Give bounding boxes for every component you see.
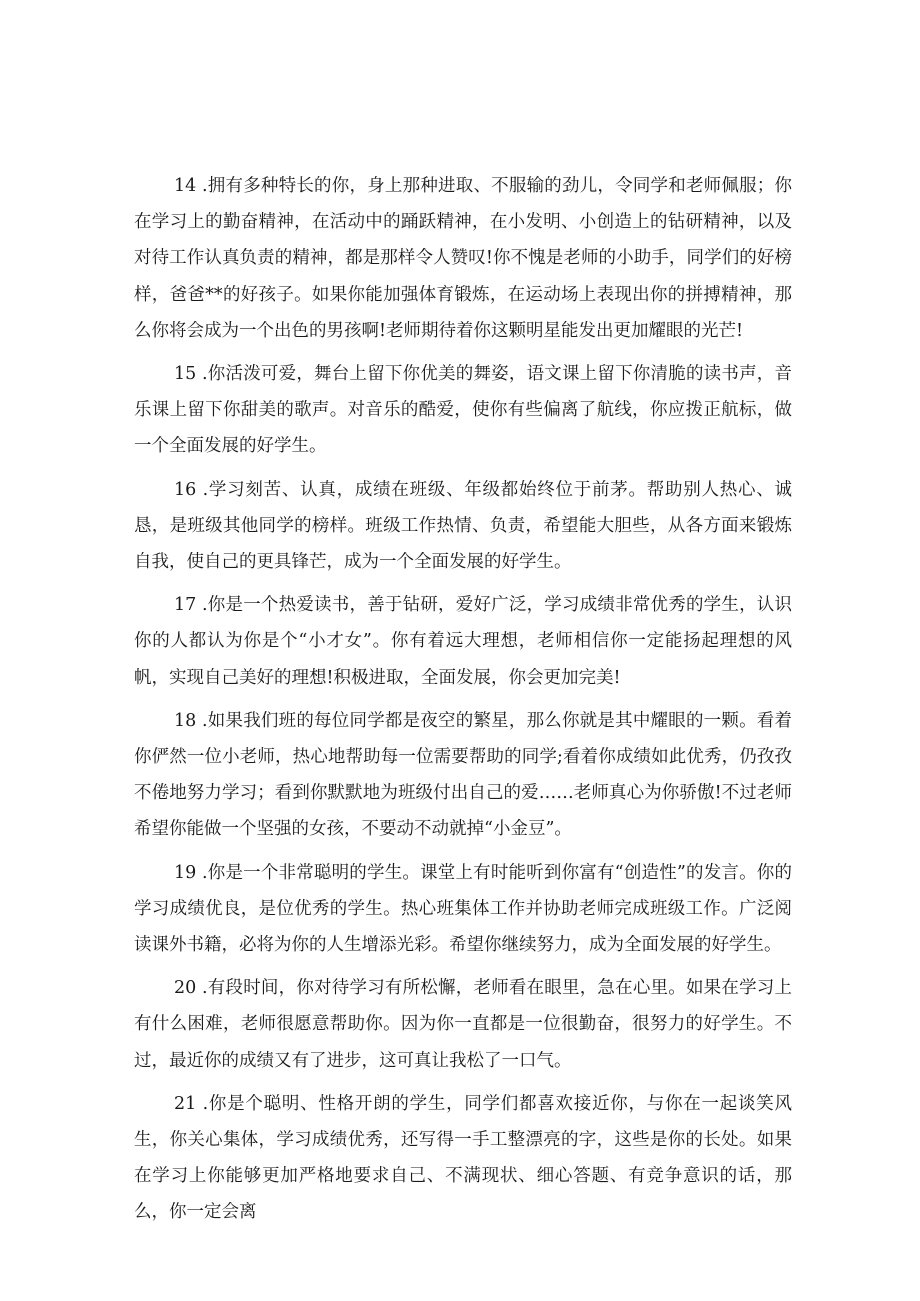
paragraph-20: 20 .有段时间，你对待学习有所松懈，老师看在眼里，急在心里。如果在学习上有什么困难，老师很愿意帮助你。因为你一直都是一位很勤奋，很努力的好学生。不过，最近你的成绩又有了进步，这可真让我松了一口气。 — [134, 978, 792, 1071]
paragraph-18: 18 .如果我们班的每位同学都是夜空的繁星，那么你就是其中耀眼的一颗。看着你俨然一位小老师，热心地帮助每一位需要帮助的同学;看着你成绩如此优秀，仍孜孜不倦地努力学习；看到你默默地为班级付出自己的爱……老师真心为你骄傲!不过老师希望你能做一个坚强的女孩，不要动不动就掉“小金豆”。 — [134, 710, 792, 840]
paragraph-17: 17 .你是一个热爱读书，善于钻研，爱好广泛，学习成绩非常优秀的学生，认识你的人都认为你是个“小才女”。你有着远大理想，老师相信你一定能扬起理想的风帆，实现自己美好的理想!积极进取，全面发展，你会更加完美! — [134, 595, 792, 688]
paragraph-16: 16 .学习刻苦、认真，成绩在班级、年级都始终位于前茅。帮助别人热心、诚恳，是班级其他同学的榜样。班级工作热情、负责，希望能大胆些，从各方面来锻炼自我，使自己的更具锋芒，成为一个全面发展的好学生。 — [134, 479, 792, 573]
paragraph-21: 21 .你是个聪明、性格开朗的学生，同学们都喜欢接近你，与你在一起谈笑风生，你关心集体，学习成绩优秀，还写得一手工整漂亮的字，这些是你的长处。如果在学习上你能够更加严格地要求自己、不满现状、细心答题、有竞争意识的话，那么，你一定会离 — [134, 1093, 792, 1223]
document-body — [134, 168, 792, 1238]
paragraph-14: 14 .拥有多种特长的你，身上那种进取、不服输的劲儿，令同学和老师佩服；你在学习上的勤奋精神，在活动中的踊跃精神，在小发明、小创造上的钻研精神，以及对待工作认真负责的精神，都是那样令人赞叹!你不愧是老师的小助手，同学们的好榜样，爸爸**的好孩子。如果你能加强体育锻炼，在运动场上表现出你的拼搏精神，那么你将会成为一个出色的男孩啊!老师期待着你这颗明星能发出更加耀眼的光芒! — [134, 176, 792, 341]
paragraph-15: 15 .你活泼可爱，舞台上留下你优美的舞姿，语文课上留下你清脆的读书声，音乐课上留下你甜美的歌声。对音乐的酷爱，使你有些偏离了航线，你应拨正航标，做一个全面发展的好学生。 — [134, 364, 792, 457]
paragraph-19: 19 .你是一个非常聪明的学生。课堂上有时能听到你富有“创造性”的发言。你的学习成绩优良，是位优秀的学生。热心班集体工作并协助老师完成班级工作。广泛阅读课外书籍，必将为你的人生增添光彩。希望你继续努力，成为全面发展的好学生。 — [134, 862, 792, 956]
